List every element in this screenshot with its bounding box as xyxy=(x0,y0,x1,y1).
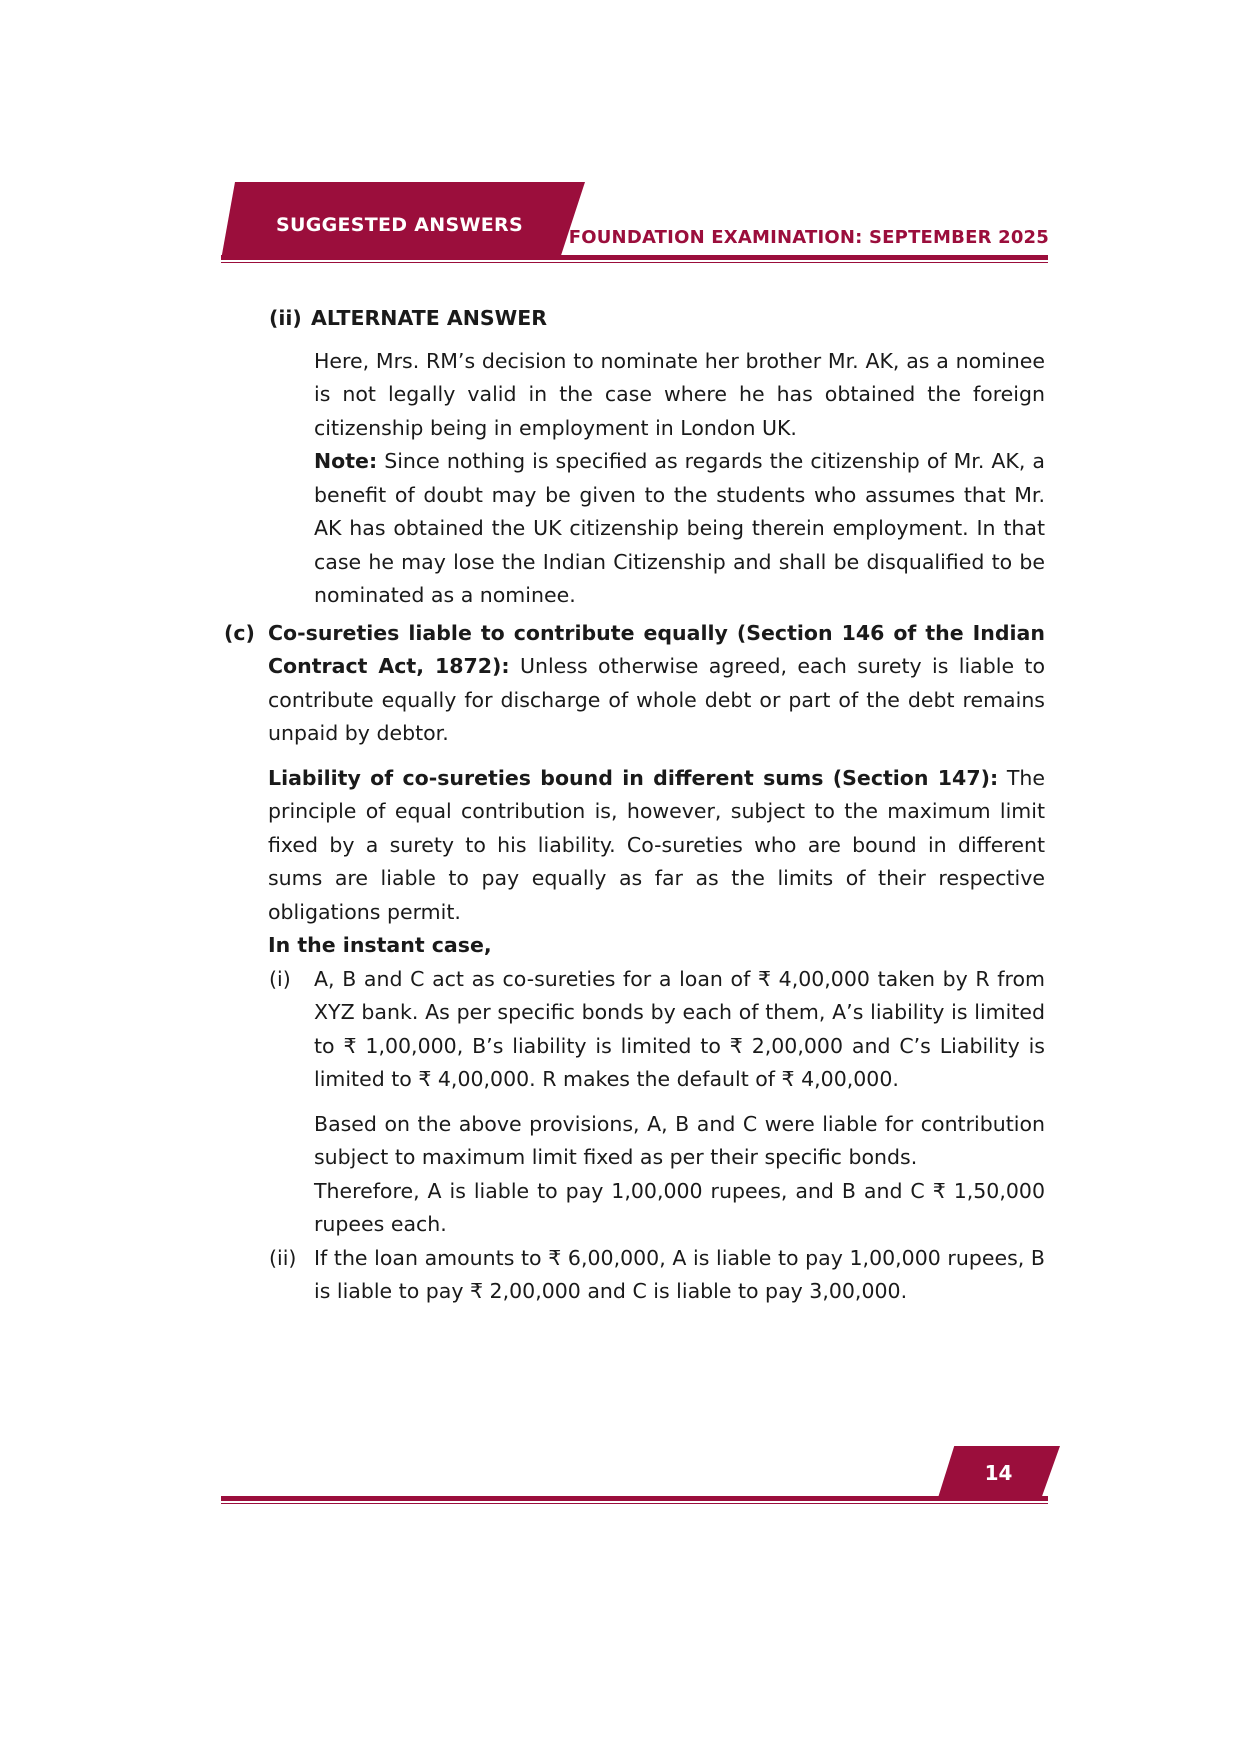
section-text: Unless otherwise agreed, each surety is liable to contribute equally for discharge of whole debt or part of the debt remains unpaid by debtor. xyxy=(268,654,1045,745)
item-label: (ii) xyxy=(269,306,302,330)
item-label: (ii) xyxy=(269,1245,297,1270)
paragraph: If the loan amounts to ₹ 6,00,000, A is liable to pay 1,00,000 rupees, B is liable to pay ₹ 2,00,000 and C is liable to pay 3,00,000. xyxy=(314,1245,1045,1303)
item-label: (c) xyxy=(224,620,255,645)
note-text: Since nothing is specified as regards the citizenship of Mr. AK, a benefit of doubt may be given to the students who assumes that Mr. AK has obtained the UK citizenship being therein employment. In that case he may lose the Indian Citizenship and shall be disqualified to be nominated as a nominee. xyxy=(314,449,1045,607)
section-heading: Liability of co-sureties bound in different sums (Section 147): xyxy=(268,765,999,790)
paragraph xyxy=(222,762,1045,930)
footer-rule-thin xyxy=(221,1503,1048,1504)
section-text: The principle of equal contribution is, however, subject to the maximum limit fixed by a surety to his liability. Co-sureties who are bound in different sums are liable to pay equally as far as the limits of their respective obligations permit. xyxy=(268,765,1045,924)
item-label: (i) xyxy=(269,966,291,991)
document-body xyxy=(222,302,1045,1320)
instant-case-heading: In the instant case, xyxy=(268,933,492,957)
header-rule xyxy=(221,255,1048,260)
paragraph xyxy=(268,617,1045,751)
section-title: ALTERNATE ANSWER xyxy=(311,306,548,330)
list-item xyxy=(222,1242,1045,1309)
note-paragraph xyxy=(222,445,1045,613)
section-c xyxy=(222,617,1045,751)
page-number: 14 xyxy=(984,1461,1013,1485)
footer-rule xyxy=(221,1496,1048,1501)
section-heading: Co-sureties liable to contribute equally (Section 146 of the Indian Contract Act, 1872): xyxy=(268,620,1045,678)
paragraph: Based on the above provisions, A, B and C were liable for contribution subject to maximum limit fixed as per their specific bonds. xyxy=(314,1111,1045,1169)
exam-title: FOUNDATION EXAMINATION: SEPTEMBER 2025 xyxy=(568,227,1049,248)
paragraph: Therefore, A is liable to pay 1,00,000 rupees, and B and C ₹ 1,50,000 rupees each. xyxy=(314,1178,1045,1236)
note-label: Note: xyxy=(314,449,378,473)
header-rule-thin xyxy=(221,262,1048,263)
paragraph: Here, Mrs. RM’s decision to nominate her brother Mr. AK, as a nominee is not legally valid in the case where he has obtained the foreign citizenship being in employment in London UK. xyxy=(314,348,1045,440)
list-item xyxy=(222,963,1045,1097)
alternate-answer-heading xyxy=(222,302,1045,336)
header-tab-label: SUGGESTED ANSWERS xyxy=(276,214,523,236)
paragraph: A, B and C act as co-sureties for a loan of ₹ 4,00,000 taken by R from XYZ bank. As per specific bonds by each of them, A’s liability is limited to ₹ 1,00,000, B’s liability is limited to ₹ 2,00,000 and C’s Liability is limited to ₹ 4,00,000. R makes the default of ₹ 4,00,000. xyxy=(314,966,1045,1091)
